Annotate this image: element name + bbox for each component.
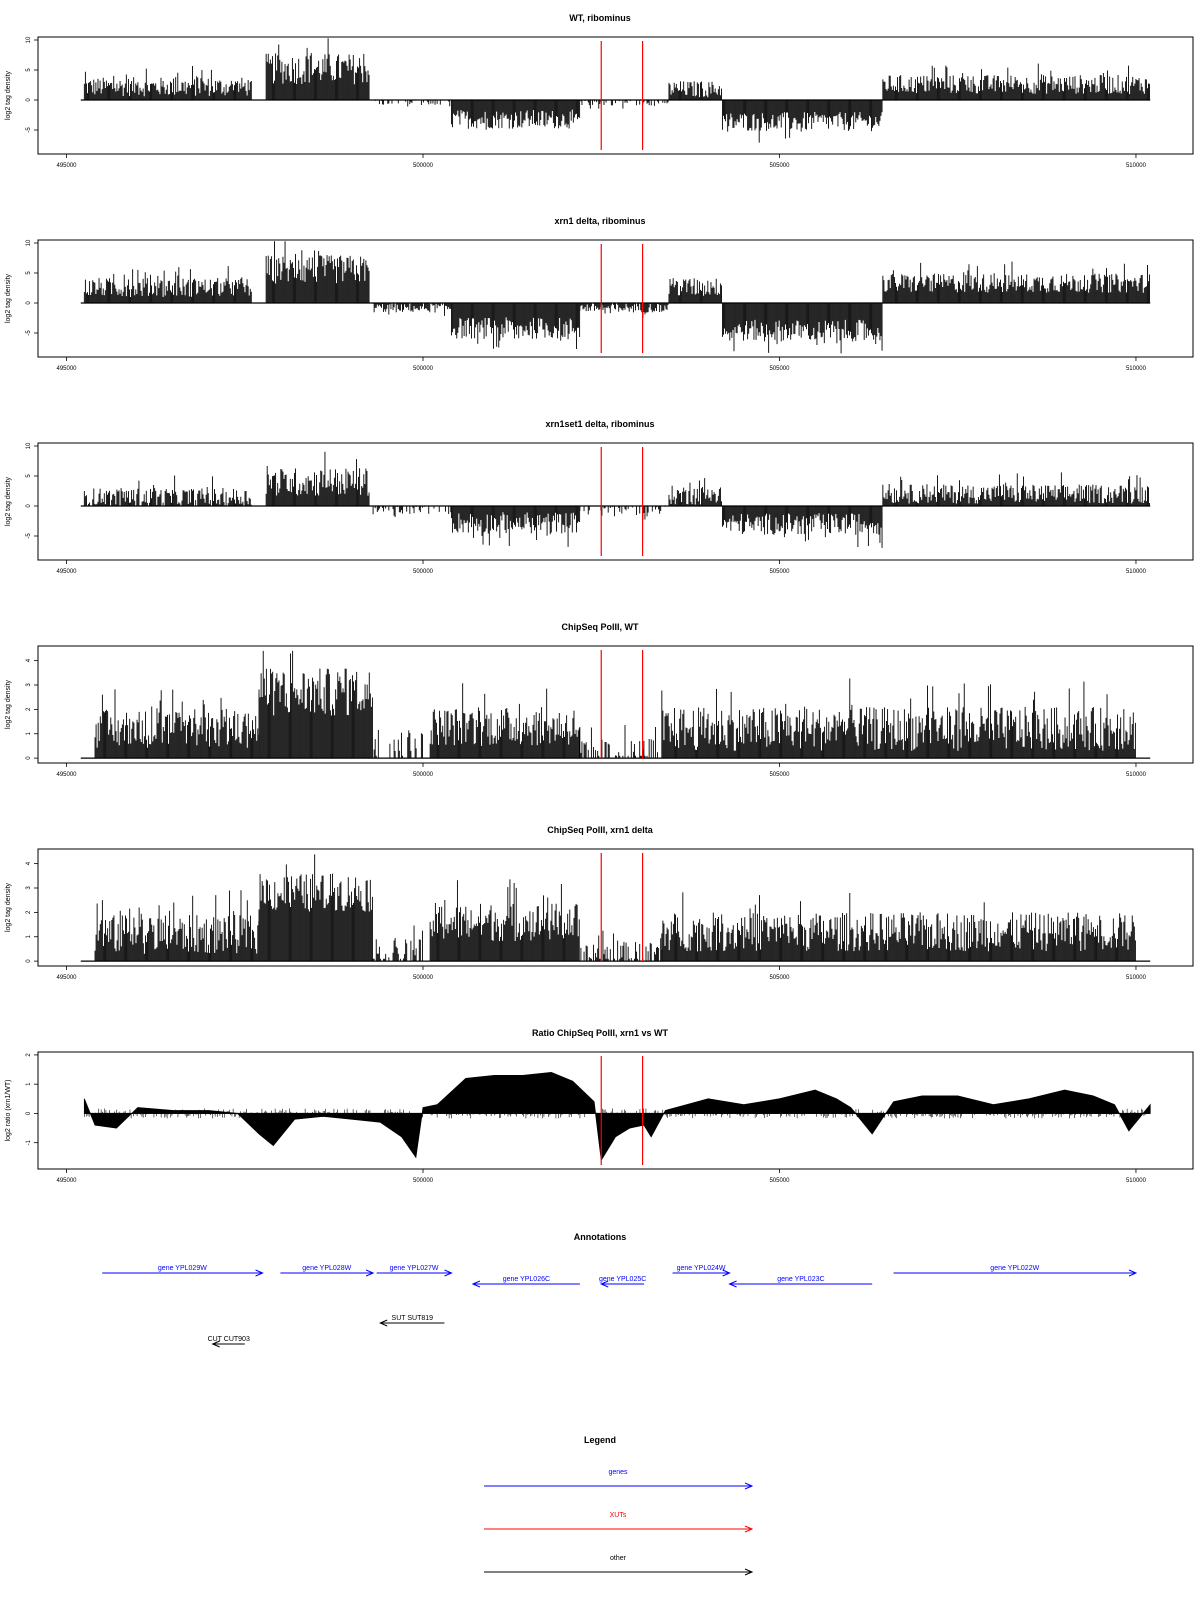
y-tick-label: -5	[26, 533, 32, 539]
x-tick-label: 510000	[1125, 772, 1146, 778]
data-segment-3	[373, 506, 451, 517]
segment-bars	[581, 100, 668, 109]
y-tick-label: 10	[26, 36, 32, 44]
y-tick-label: 10	[26, 442, 32, 450]
data-segment-4	[430, 879, 579, 961]
y-tick-label: 1	[26, 1082, 32, 1086]
other-label: CUT CUT903	[207, 1336, 250, 1343]
gene-label: gene YPL023C	[777, 1276, 825, 1283]
gene-arrow	[673, 1265, 730, 1276]
panel-title: ChipSeq PolII, xrn1 delta	[547, 825, 653, 835]
x-tick-label: 505000	[769, 163, 790, 169]
x-tick-label: 505000	[769, 772, 790, 778]
data-segment-7	[722, 303, 882, 353]
gene-label: gene YPL027W	[389, 1265, 439, 1272]
legend-item-gene	[484, 1469, 752, 1489]
chart-panel-6	[5, 1028, 1193, 1184]
x-tick-label: 495000	[56, 569, 77, 575]
gene-label: gene YPL025C	[598, 1276, 647, 1283]
data-segment-3	[373, 926, 422, 962]
other-arrow	[380, 1315, 444, 1326]
y-axis-label: log2 tag density	[5, 273, 12, 324]
data-segment-8	[883, 64, 1150, 100]
segment-bars	[84, 66, 251, 100]
panel-title: xrn1set1 delta, ribominus	[545, 419, 655, 429]
y-tick-label: 0	[26, 301, 32, 305]
chart-panel-5	[5, 825, 1193, 981]
data-segment-1	[84, 266, 251, 303]
y-tick-label: 5	[26, 474, 32, 478]
gene-arrow	[102, 1265, 262, 1276]
y-axis-label: log2 tag density	[5, 679, 12, 730]
y-axis-label: log2 ratio (xrn1/WT)	[5, 1079, 12, 1142]
segment-bars	[883, 262, 1150, 303]
data-segment-1	[84, 66, 251, 100]
segment-bars	[373, 303, 451, 316]
legend-item-other	[484, 1555, 752, 1575]
data-segment-4	[452, 100, 580, 130]
x-tick-label: 495000	[56, 772, 77, 778]
segment-bars	[580, 506, 665, 520]
data-segment-4	[452, 506, 580, 547]
segment-bars	[669, 478, 722, 506]
x-tick-label: 500000	[412, 569, 434, 575]
data-segment-6	[662, 678, 1136, 758]
y-tick-label: 2	[26, 910, 32, 915]
gene-label: gene YPL029W	[157, 1265, 207, 1272]
y-tick-label: 0	[26, 756, 32, 760]
panel-title: ChipSeq PolII, WT	[561, 622, 639, 632]
data-segment-5	[581, 931, 662, 962]
chart-panel-3	[5, 419, 1193, 575]
data-segment-7	[722, 506, 882, 548]
chart-panel-2	[5, 216, 1193, 372]
data-segment-2	[259, 854, 372, 961]
data-segment-6	[669, 278, 722, 303]
data-segment-2	[259, 651, 372, 758]
segment-bars	[259, 651, 372, 758]
segment-bars	[373, 506, 451, 517]
x-tick-label: 500000	[412, 366, 434, 372]
x-tick-label: 510000	[1125, 1178, 1146, 1184]
legend-label: other	[610, 1555, 626, 1562]
x-tick-label: 495000	[56, 1178, 77, 1184]
gene-arrow	[599, 1276, 646, 1287]
gene-arrow	[377, 1265, 452, 1276]
segment-bars	[669, 81, 722, 100]
segment-bars	[722, 100, 882, 143]
data-segment-5	[580, 725, 658, 758]
x-tick-label: 500000	[412, 772, 434, 778]
y-tick-label: 0	[26, 98, 32, 102]
x-tick-label: 500000	[412, 1178, 434, 1184]
data-segment-5	[581, 100, 668, 109]
data-segment-4	[430, 683, 579, 758]
y-tick-label: 0	[26, 959, 32, 963]
x-tick-label: 505000	[769, 569, 790, 575]
y-axis-label: log2 tag density	[5, 70, 12, 121]
segment-bars	[266, 452, 369, 506]
gene-arrow	[894, 1265, 1136, 1276]
chart-panel-4	[5, 622, 1193, 778]
segment-bars	[374, 730, 422, 758]
x-tick-label: 500000	[412, 975, 434, 981]
segment-bars	[452, 303, 580, 349]
data-segment-3	[373, 303, 451, 316]
y-tick-label: 2	[26, 1053, 32, 1057]
legend-label: genes	[608, 1469, 628, 1476]
y-tick-label: 1	[26, 732, 32, 736]
annotations-panel	[102, 1232, 1136, 1347]
segment-bars	[430, 879, 579, 961]
segment-bars	[84, 476, 251, 507]
data-segment-1	[95, 890, 259, 961]
data-segment-6	[662, 892, 1136, 961]
x-tick-label: 510000	[1125, 163, 1146, 169]
segment-bars	[722, 303, 882, 353]
x-tick-label: 505000	[769, 366, 790, 372]
segment-bars	[669, 278, 722, 303]
data-segment-2	[266, 241, 369, 303]
data-segment-1	[84, 476, 251, 507]
segment-bars	[662, 892, 1136, 961]
y-tick-label: 2	[26, 707, 32, 712]
legend-item-xut	[484, 1512, 752, 1532]
segment-bars	[452, 100, 580, 130]
segment-bars	[580, 303, 668, 318]
data-segment-2	[266, 38, 369, 100]
segment-bars	[580, 725, 658, 758]
y-tick-label: 5	[26, 271, 32, 275]
data-segment-8	[883, 262, 1150, 303]
y-tick-label: -5	[26, 330, 32, 336]
data-segment-7	[722, 100, 882, 143]
ratio-area	[84, 1072, 1150, 1160]
x-tick-label: 505000	[769, 1178, 790, 1184]
segment-bars	[95, 689, 259, 758]
panel-frame	[38, 443, 1193, 560]
gene-arrow	[730, 1276, 873, 1287]
x-tick-label: 510000	[1125, 569, 1146, 575]
segment-bars	[430, 683, 579, 758]
segment-bars	[95, 890, 259, 961]
legend-label: XUTs	[609, 1512, 627, 1519]
panel-title: WT, ribominus	[569, 13, 631, 23]
panel-title: Ratio ChipSeq PolII, xrn1 vs WT	[531, 1028, 669, 1038]
segment-bars	[883, 472, 1150, 506]
segment-bars	[883, 64, 1150, 100]
x-tick-label: 500000	[412, 163, 434, 169]
data-segment-1	[95, 689, 259, 758]
segment-bars	[266, 241, 369, 303]
data-segment-5	[580, 506, 665, 520]
y-tick-label: 10	[26, 239, 32, 247]
x-tick-label: 505000	[769, 975, 790, 981]
data-segment-5	[580, 303, 668, 318]
data-segment-8	[883, 472, 1150, 506]
y-axis-label: log2 tag density	[5, 476, 12, 527]
data-segment-4	[452, 303, 580, 349]
y-tick-label: 0	[26, 1111, 32, 1116]
segment-bars	[581, 931, 662, 962]
y-tick-label: 0	[26, 504, 32, 508]
segment-bars	[722, 506, 882, 548]
data-segment-2	[266, 452, 369, 506]
y-tick-label: 3	[26, 683, 32, 687]
y-tick-label: 4	[26, 658, 32, 663]
segment-bars	[662, 678, 1136, 758]
other-label: SUT SUT819	[391, 1315, 434, 1322]
segment-bars	[266, 38, 369, 100]
segment-bars	[259, 854, 372, 961]
data-segment-3	[374, 730, 422, 758]
segment-bars	[452, 506, 580, 547]
other-arrow	[208, 1336, 250, 1347]
x-tick-label: 495000	[56, 163, 77, 169]
y-tick-label: 3	[26, 886, 32, 890]
y-axis-label: log2 tag density	[5, 882, 12, 933]
x-tick-label: 495000	[56, 366, 77, 372]
y-tick-label: -5	[26, 127, 32, 133]
data-segment-6	[669, 478, 722, 506]
x-tick-label: 495000	[56, 975, 77, 981]
y-tick-label: 4	[26, 861, 32, 866]
y-tick-label: 1	[26, 935, 32, 939]
y-tick-label: -1	[26, 1140, 32, 1146]
gene-label: gene YPL024W	[676, 1265, 726, 1272]
legend-title: Legend	[583, 1435, 617, 1445]
gene-arrow	[473, 1276, 580, 1287]
segment-bars	[84, 266, 251, 303]
gene-label: gene YPL026C	[502, 1276, 551, 1283]
legend-panel	[484, 1435, 752, 1575]
gene-arrow	[280, 1265, 373, 1276]
segment-bars	[373, 926, 422, 962]
y-tick-label: 5	[26, 68, 32, 72]
chart-panel-1	[5, 13, 1193, 169]
gene-label: gene YPL022W	[990, 1265, 1040, 1272]
x-tick-label: 510000	[1125, 366, 1146, 372]
gene-label: gene YPL028W	[302, 1265, 352, 1272]
data-segment-6	[669, 81, 722, 100]
annotations-title: Annotations	[573, 1232, 627, 1242]
x-tick-label: 510000	[1125, 975, 1146, 981]
panel-title: xrn1 delta, ribominus	[554, 216, 646, 226]
